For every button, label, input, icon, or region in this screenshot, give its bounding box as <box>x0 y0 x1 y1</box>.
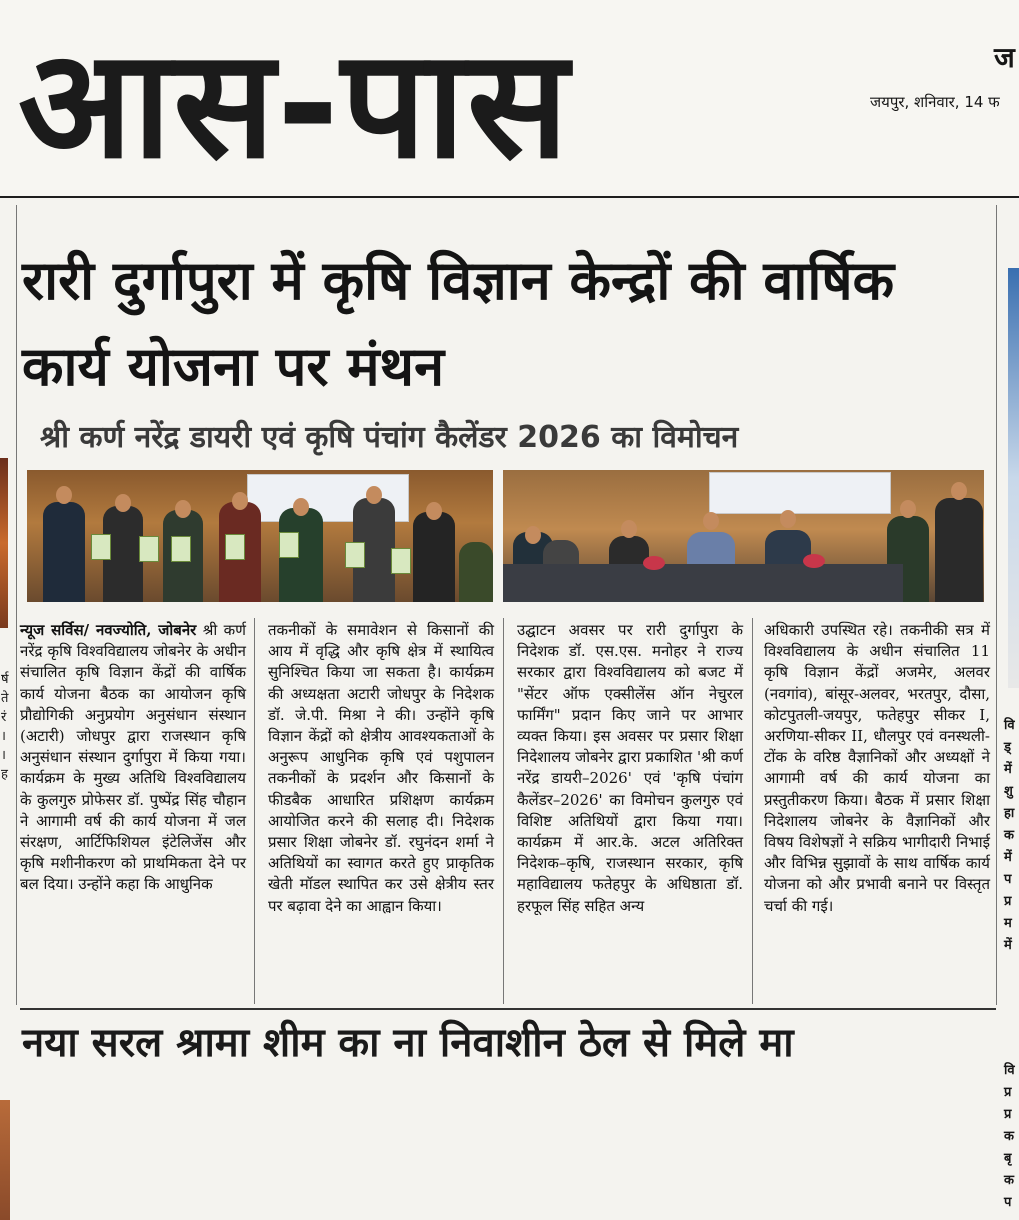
left-char: र्ष <box>1 672 9 687</box>
diary-booklet <box>391 548 411 574</box>
right-char: क <box>1004 1173 1014 1188</box>
photo-person-head <box>951 482 967 500</box>
photo-person-head <box>293 498 309 516</box>
left-adjacent-column <box>0 200 14 1040</box>
diary-booklet <box>91 534 111 560</box>
right-char: प्र <box>1004 1085 1012 1100</box>
left-adjacent-text <box>1 670 9 784</box>
diary-booklet <box>139 536 159 562</box>
photo-person-head <box>525 526 541 544</box>
diary-booklet <box>171 536 191 562</box>
right-char: वि <box>1004 1063 1015 1078</box>
flower-bouquet <box>803 554 825 568</box>
photo-person <box>43 502 85 602</box>
left-column-rule <box>16 205 17 1005</box>
diary-booklet <box>345 542 365 568</box>
diary-booklet <box>225 534 245 560</box>
right-adjacent-photo <box>1008 268 1019 688</box>
event-photo-meeting <box>503 470 984 602</box>
photo-person <box>459 542 493 602</box>
edition-label: ज <box>994 41 1015 74</box>
right-char: शु <box>1004 784 1013 799</box>
article-column-4: अधिकारी उपस्थित रहे। तकनीकी सत्र में विश्वविद्यालय के अधीन संचालित 11 कृषि विज्ञान केंद्रों अजमेर, अलवर (नवगांव), बांसूर-अलवर, भरतपुर, दौसा, कोटपुतली-जयपुर, फतेहपुर सीकर I, अरणिया-सीकर II, धौलपुर एवं वनस्थली-टोंक के वरिष्ठ वैज्ञानिकों और अध्यक्षों ने आगामी वर्ष की कार्य योजना का प्रस्तुतीकरण किया। बैठक में प्रसार शिक्षा निदेशालय जोबनेर के वैज्ञानिकों और विषय विशेषज्ञों ने सक्रिय भागीदारी निभाई और विभिन्न सुझावों के साथ वार्षिक कार्य योजना को और प्रभावी बनाने पर विस्तृत चर्चा की गई। <box>764 621 990 915</box>
meeting-table <box>503 564 903 602</box>
column-rule <box>503 618 504 1004</box>
photo-person-head <box>56 486 72 504</box>
article-headline: रारी दुर्गापुरा में कृषि विज्ञान केन्द्रों की वार्षिक कार्य योजना पर मंथन <box>22 249 895 398</box>
photo-person <box>413 512 455 602</box>
dateline: जयपुर, शनिवार, 14 फ <box>870 93 1000 111</box>
right-char: क <box>1004 828 1014 843</box>
right-char: में <box>1004 762 1012 777</box>
article-byline: न्यूज सर्विस/ नवज्योति, जोबनेर <box>20 621 197 639</box>
right-char: में <box>1004 850 1012 865</box>
photo-person-head <box>366 486 382 504</box>
diary-booklet <box>279 532 299 558</box>
right-char: क <box>1004 1129 1014 1144</box>
left-char: । <box>1 748 6 763</box>
photo-person-head <box>426 502 442 520</box>
left-adjacent-photo <box>0 458 8 628</box>
masthead-rule <box>0 196 1019 198</box>
flower-bouquet <box>643 556 665 570</box>
photo-banner <box>709 472 891 514</box>
article-column-3: उद्घाटन अवसर पर रारी दुर्गापुरा के निदेशक डॉ. एस.एस. मनोहर ने राज्य सरकार द्वारा विश्वविद्यालय को बजट में "सेंटर ऑफ एक्सीलेंस ऑन नेचुरल फार्मिंग" प्रदान किए जाने पर आभार व्यक्त किया। इस अवसर पर प्रसार शिक्षा निदेशालय जोबनेर द्वारा प्रकाशित 'श्री कर्ण नरेंद्र डायरी–2026' एवं 'कृषि पंचांग कैलेंडर–2026' का विमोचन कुलगुरु एवं विशिष्ट अतिथियों द्वारा किया गया। कार्यक्रम में आर.के. अटल अतिरिक्त निदेशक–कृषि, राजस्थान सरकार, कृषि महाविद्यालय फतेहपुर के अधिष्ठाता डॉ. हरफूल सिंह सहित अन्य <box>517 621 743 915</box>
right-char: में <box>1004 938 1012 953</box>
column-text: श्री कर्ण नरेंद्र कृषि विश्वविद्यालय जोबनेर के अधीन संचालित कृषि विज्ञान केंद्रों की वार्षिक कार्य योजना बैठक का आयोजन कृषि प्रौद्योगिकी अनुप्रयोग अनुसंधान संस्थान (अटारी) जोधपुर द्वारा राजस्थान कृषि अनुसंधान संस्थान दुर्गापुरा में किया गया। कार्यक्रम के मुख्य अतिथि विश्वविद्यालय के कुलगुरु प्रोफेसर डॉ. पुष्पेंद्र सिंह चौहान ने आगामी वर्ष की कार्य योजना में जल संरक्षण, आर्टिफिशियल इंटेलिजेंस और कृषि मशीनीकरण को प्राथमिकता देने पर बल दिया। उन्होंने कहा कि आधुनिक <box>20 621 246 894</box>
next-article-headline: नया सरल श्रामा शीम का ना निवाशीन ठेल से मिले मा <box>22 1020 794 1066</box>
left-char: ह <box>1 767 8 782</box>
right-adjacent-text-lower <box>1004 1060 1015 1214</box>
photo-person-head <box>175 500 191 518</box>
photo-person-head <box>115 494 131 512</box>
right-char: म <box>1004 916 1012 931</box>
article-column-1 <box>20 620 246 1002</box>
right-char: प <box>1004 872 1012 887</box>
article-bottom-rule <box>20 1008 996 1010</box>
photo-person-head <box>780 510 796 528</box>
photo-person-head <box>621 520 637 538</box>
right-char: ड् <box>1004 740 1011 755</box>
photo-person-head <box>900 500 916 518</box>
left-char: ते <box>1 691 9 706</box>
event-photo-release <box>27 470 493 602</box>
photo-person <box>935 498 983 602</box>
right-adjacent-text <box>1004 715 1015 957</box>
left-adjacent-photo-lower <box>0 1100 10 1220</box>
right-char: प <box>1004 1195 1012 1210</box>
right-char: प्र <box>1004 894 1012 909</box>
article-subheadline: श्री कर्ण नरेंद्र डायरी एवं कृषि पंचांग कैलेंडर 2026 का विमोचन <box>40 420 739 455</box>
newspaper-section-title: आस-पास <box>18 18 571 192</box>
right-char: वि <box>1004 718 1015 733</box>
right-adjacent-column <box>998 200 1019 1210</box>
right-char: बृ <box>1004 1151 1012 1166</box>
article-column-2: तकनीकों के समावेशन से किसानों की आय में वृद्धि और कृषि क्षेत्र में स्थायित्व सुनिश्चित किया जा सकता है। कार्यक्रम की अध्यक्षता अटारी जोधपुर के निदेशक डॉ. जे.पी. मिश्रा ने की। उन्होंने कृषि विज्ञान केंद्रों को क्षेत्रीय आवश्यकताओं के अनुरूप आधुनिक कृषि एवं पशुपालन तकनीकों के प्रदर्शन और किसानों के फीडबैक आधारित प्रशिक्षण कार्यक्रम आयोजित करने की सलाह दी। निदेशक प्रसार शिक्षा जोबनेर डॉ. रघुनंदन शर्मा ने अतिथियों का स्वागत करते हुए प्राकृतिक खेती मॉडल स्थापित कर उसे क्षेत्रीय स्तर पर बढ़ावा देने का आह्वान किया। <box>268 621 494 915</box>
left-char: रं <box>1 710 7 725</box>
photo-person-head <box>232 492 248 510</box>
photo-person-head <box>703 512 719 530</box>
left-char: । <box>1 729 6 744</box>
right-char: हा <box>1004 806 1015 821</box>
right-char: प्र <box>1004 1107 1012 1122</box>
column-rule <box>752 618 753 1004</box>
column-rule <box>254 618 255 1004</box>
